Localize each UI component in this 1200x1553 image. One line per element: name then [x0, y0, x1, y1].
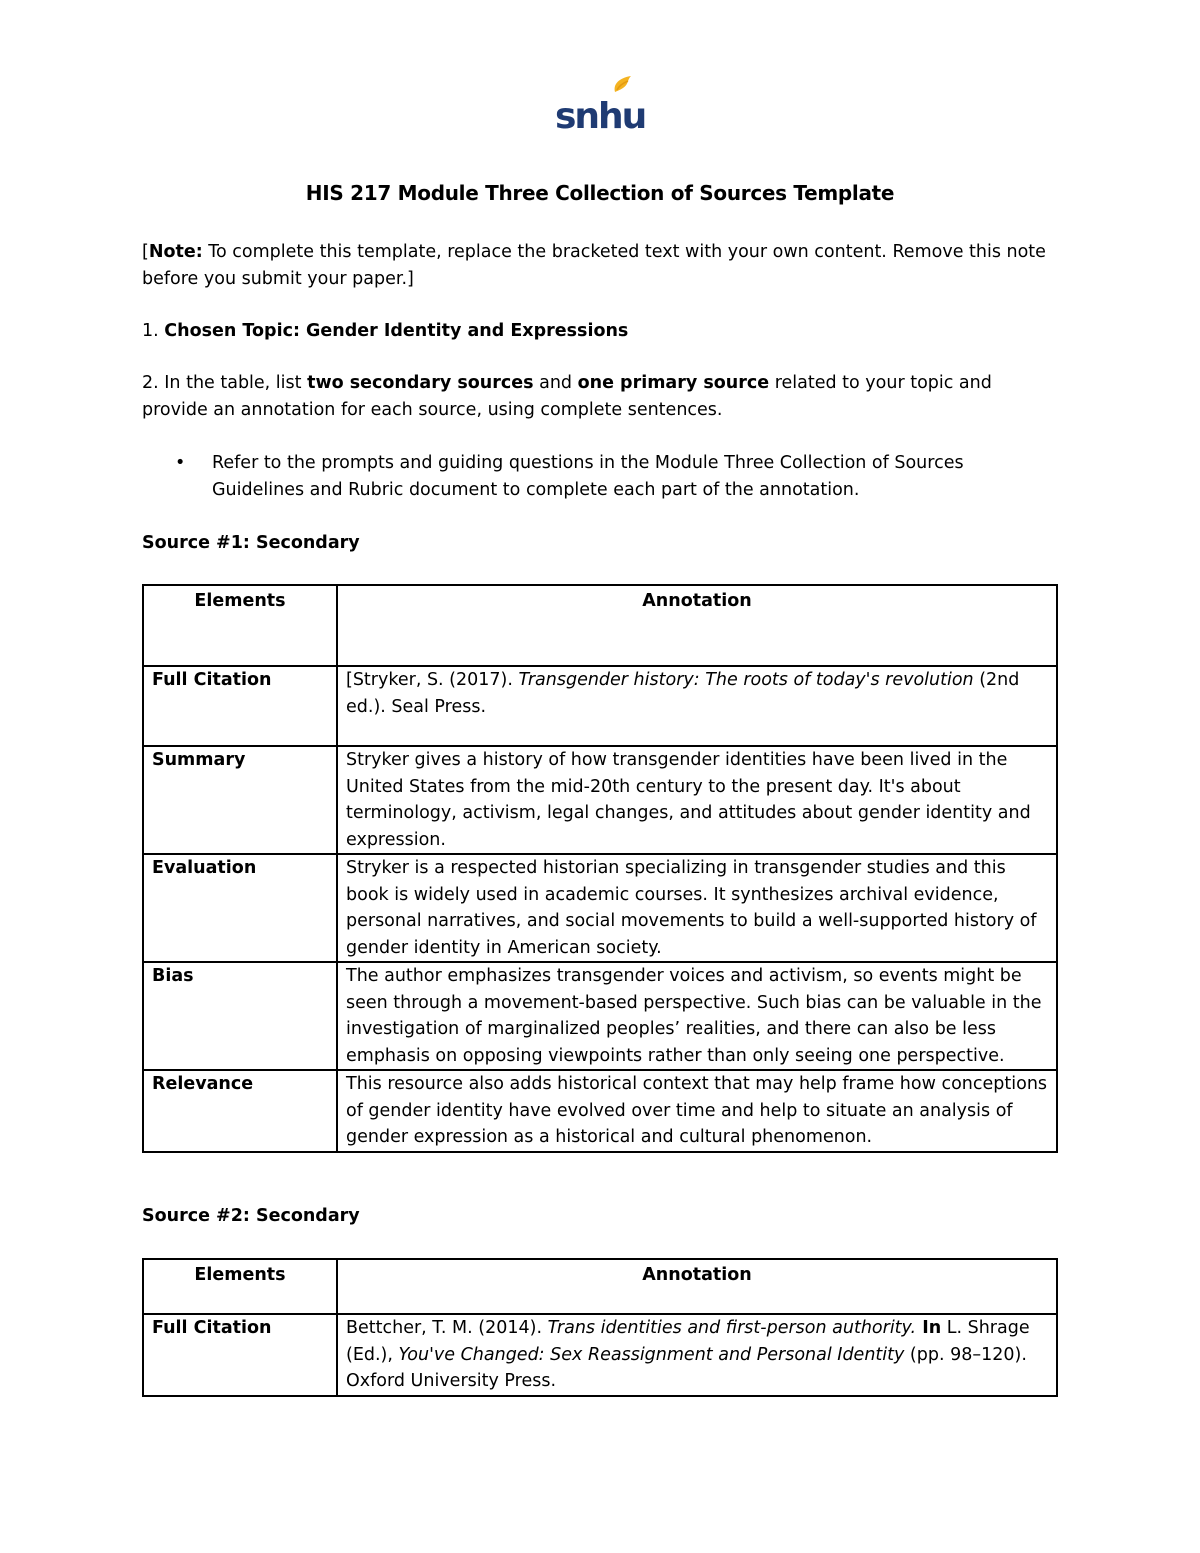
item2-bold-2: one primary source	[577, 373, 770, 393]
item2-text-2: and	[533, 373, 578, 393]
citation-pre: Bettcher, T. M. (2014).	[346, 1318, 548, 1338]
citation-cell	[337, 666, 1057, 746]
item2-text-3: related to your topic and provide an annotation for each source, using complete sentences.	[142, 373, 992, 420]
table-row-bias	[143, 962, 1057, 1070]
note-label: Note:	[148, 242, 203, 262]
citation-title: Transgender history: The roots of today's revolution	[518, 670, 974, 690]
bullet-text: Refer to the prompts and guiding questions in the Module Three Collection of Sources Guidelines and Rubric document to complete each part of the annotation.	[212, 453, 964, 500]
citation-editor: L. Shrage (Ed.),	[346, 1318, 1030, 1365]
summary-cell: Stryker gives a history of how transgender identities have been lived in the United States from the mid-20th century to the present day. It's about terminology, activism, legal changes, and attitudes about gender identity and expression.	[337, 746, 1057, 854]
row-label: Full Citation	[143, 666, 337, 746]
citation-in: In	[916, 1318, 942, 1338]
source1-heading: Source #1: Secondary	[142, 533, 360, 553]
citation-post: (2nd ed.). Seal Press.	[346, 670, 1020, 717]
row-label: Relevance	[143, 1070, 337, 1152]
note-open-bracket: [	[142, 242, 149, 262]
svg-text:snhu: snhu	[555, 96, 646, 134]
table-row-relevance	[143, 1070, 1057, 1152]
bullet-icon: •	[175, 453, 186, 473]
bias-cell: The author emphasizes transgender voices and activism, so events might be seen through a movement-based perspective. Such bias can be valuable in the investigation of marginalized peoples’ realities, and there can also be less emphasis on opposing viewpoints rather than only seeing one perspective.	[337, 962, 1057, 1070]
header-elements: Elements	[143, 1259, 337, 1314]
header-annotation: Annotation	[337, 585, 1057, 666]
item2-bold-1: two secondary sources	[307, 373, 534, 393]
row-label: Full Citation	[143, 1314, 337, 1396]
evaluation-cell: Stryker is a respected historian specializing in transgender studies and this book is widely used in academic courses. It synthesizes archival evidence, personal narratives, and social movements to build a well-supported history of gender identity in American society.	[337, 854, 1057, 962]
citation-book-title: You've Changed: Sex Reassignment and Personal Identity	[398, 1344, 905, 1365]
table-header-row	[143, 1259, 1057, 1314]
item2-text-1: In the table, list	[164, 373, 308, 393]
header-annotation: Annotation	[337, 1259, 1057, 1314]
chosen-topic-label: Chosen Topic: Gender Identity and Expressions	[164, 321, 629, 341]
source1-table	[142, 584, 1058, 1153]
note-paragraph	[142, 239, 1057, 293]
citation-cell	[337, 1314, 1057, 1396]
note-text: To complete this template, replace the bracketed text with your own content. Remove this note before you submit your paper.]	[142, 242, 1046, 289]
row-label: Summary	[143, 746, 337, 854]
citation-chapter-title: Trans identities and first-person authority.	[547, 1318, 917, 1338]
bullet-list-item	[142, 450, 1057, 504]
header-elements: Elements	[143, 585, 337, 666]
item2-number: 2.	[142, 373, 165, 393]
page-title: HIS 217 Module Three Collection of Sources Template	[305, 181, 895, 205]
table-header-row	[143, 585, 1057, 666]
snhu-logo	[553, 70, 648, 134]
table-row-citation	[143, 666, 1057, 746]
table-row-citation	[143, 1314, 1057, 1396]
instructions-paragraph	[142, 370, 1057, 424]
chosen-topic	[142, 318, 1057, 345]
row-label: Evaluation	[143, 854, 337, 962]
table-row-summary	[143, 746, 1057, 854]
source2-table	[142, 1258, 1058, 1397]
row-label: Bias	[143, 962, 337, 1070]
citation-post: (pp. 98–120). Oxford University Press.	[346, 1344, 1027, 1391]
citation-pre: [Stryker, S. (2017).	[346, 670, 519, 690]
item1-number: 1.	[142, 321, 165, 341]
source2-heading: Source #2: Secondary	[142, 1206, 360, 1226]
relevance-cell: This resource also adds historical context that may help frame how conceptions of gender identity have evolved over time and help to situate an analysis of gender expression as a historical and cultural phenomenon.	[337, 1070, 1057, 1152]
table-row-evaluation	[143, 854, 1057, 962]
